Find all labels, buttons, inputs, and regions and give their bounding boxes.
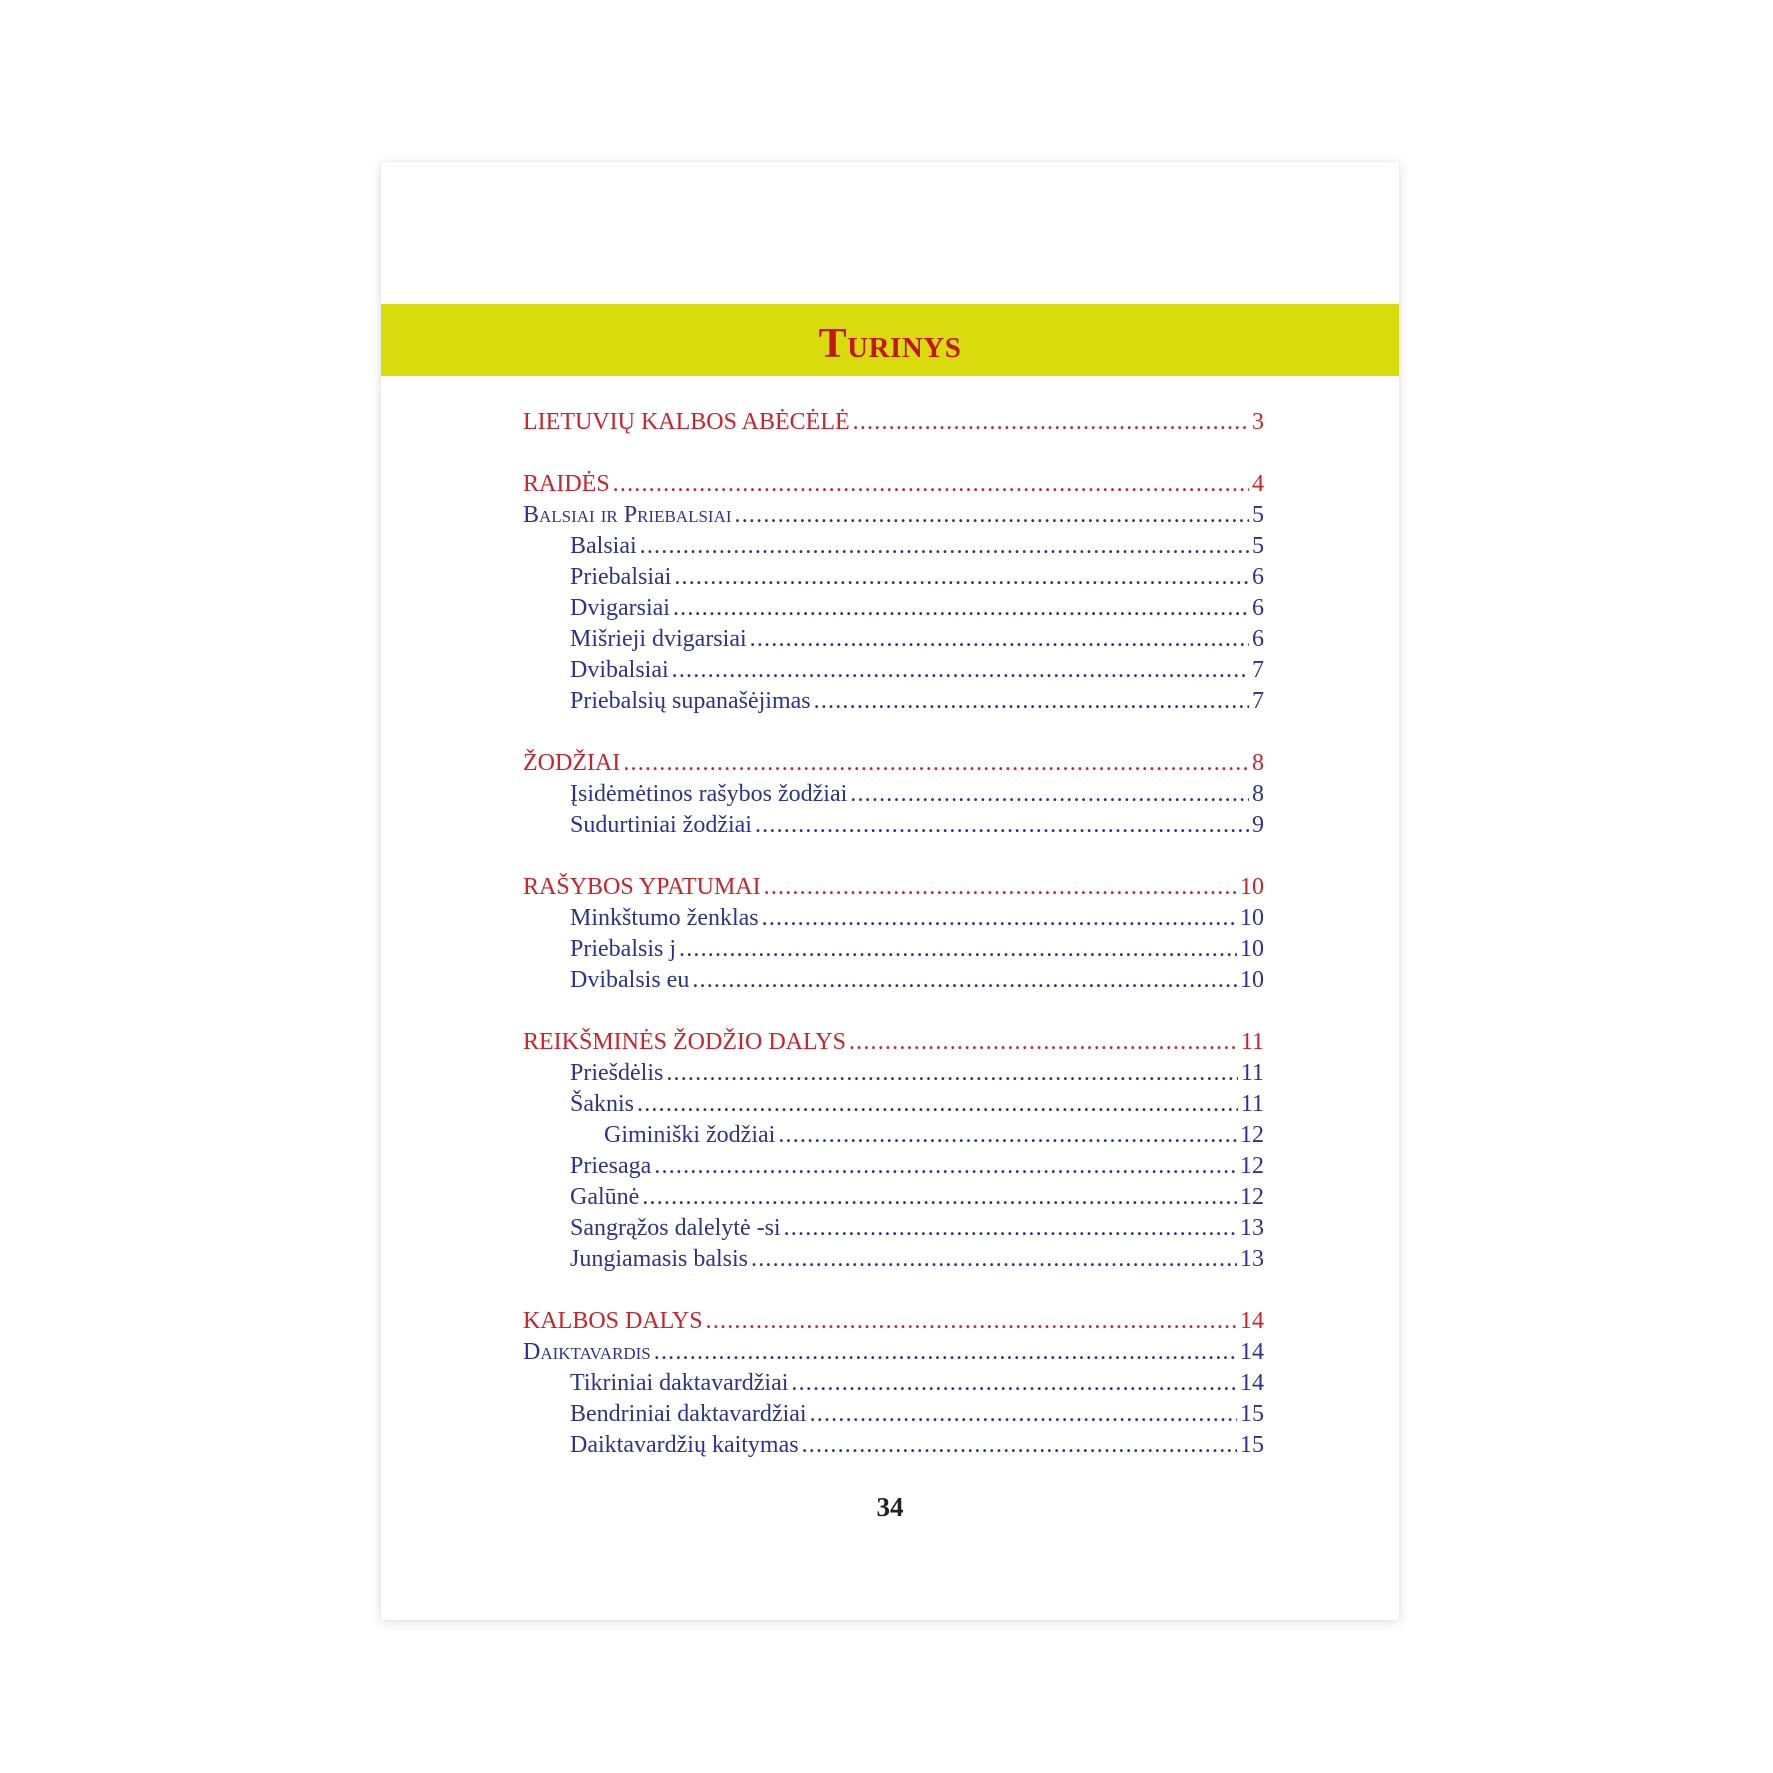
toc-entry-page-number: 11 xyxy=(1240,1029,1264,1055)
toc-entry[interactable] xyxy=(523,655,1264,686)
dot-leader xyxy=(613,469,1249,500)
page-number: 34 xyxy=(876,1492,904,1522)
toc-section-entry[interactable] xyxy=(523,872,1264,903)
toc-entry-page-number: 7 xyxy=(1252,688,1264,714)
dot-leader xyxy=(706,1306,1237,1337)
toc-entry-label: Giminiški žodžiai xyxy=(604,1122,776,1148)
toc-entry-page-number: 15 xyxy=(1240,1432,1264,1458)
toc-entry-label: Sudurtiniai žodžiai xyxy=(570,812,752,838)
toc-entry[interactable] xyxy=(523,965,1264,996)
toc-entry[interactable] xyxy=(523,500,1264,531)
toc-entry[interactable] xyxy=(523,686,1264,717)
toc-entry-label: Mišrieji dvigarsiai xyxy=(570,626,747,652)
toc-entry-page-number: 15 xyxy=(1240,1401,1264,1427)
book-page xyxy=(381,162,1399,1620)
toc-entry[interactable] xyxy=(523,531,1264,562)
toc-section-entry[interactable] xyxy=(523,748,1264,779)
dot-leader xyxy=(784,1213,1237,1244)
toc-entry-label: Priebalsis j xyxy=(570,936,676,962)
toc-entry-page-number: 6 xyxy=(1252,595,1264,621)
toc-entry-label: Priešdėlis xyxy=(570,1060,664,1086)
toc-entry-page-number: 11 xyxy=(1240,1091,1264,1117)
table-of-contents xyxy=(523,407,1264,1461)
toc-entry-label: Daiktavardis xyxy=(523,1339,651,1365)
dot-leader xyxy=(802,1430,1237,1461)
dot-leader xyxy=(640,531,1249,562)
toc-entry-page-number: 12 xyxy=(1240,1122,1264,1148)
toc-entry-page-number: 12 xyxy=(1240,1153,1264,1179)
toc-entry-page-number: 10 xyxy=(1240,967,1264,993)
toc-entry-label: Dvigarsiai xyxy=(570,595,670,621)
dot-leader xyxy=(764,872,1237,903)
dot-leader xyxy=(654,1151,1237,1182)
toc-entry[interactable] xyxy=(523,1368,1264,1399)
toc-entry-label: Jungiamasis balsis xyxy=(570,1246,748,1272)
toc-entry[interactable] xyxy=(523,624,1264,655)
toc-entry[interactable] xyxy=(523,1213,1264,1244)
dot-leader xyxy=(750,624,1249,655)
toc-entry[interactable] xyxy=(523,903,1264,934)
toc-entry-label: Priesaga xyxy=(570,1153,652,1179)
toc-entry[interactable] xyxy=(523,1337,1264,1368)
toc-entry-label: Bendriniai daktavardžiai xyxy=(570,1401,807,1427)
toc-entry-label: KALBOS DALYS xyxy=(523,1308,703,1334)
toc-entry-label: REIKŠMINĖS ŽODŽIO DALYS xyxy=(523,1029,846,1055)
toc-entry-label: Šaknis xyxy=(570,1091,635,1117)
toc-entry[interactable] xyxy=(523,779,1264,810)
dot-leader xyxy=(850,779,1249,810)
toc-entry[interactable] xyxy=(523,1058,1264,1089)
dot-leader xyxy=(778,1120,1237,1151)
toc-entry-label: Sangrąžos dalelytė -si xyxy=(570,1215,781,1241)
toc-section-entry[interactable] xyxy=(523,1306,1264,1337)
toc-entry[interactable] xyxy=(523,593,1264,624)
toc-entry-page-number: 7 xyxy=(1252,657,1264,683)
toc-section-entry[interactable] xyxy=(523,469,1264,500)
toc-entry-page-number: 12 xyxy=(1240,1184,1264,1210)
toc-entry-label: Priebalsių supanašėjimas xyxy=(570,688,811,714)
toc-entry[interactable] xyxy=(523,934,1264,965)
dot-leader xyxy=(637,1089,1238,1120)
toc-entry-page-number: 10 xyxy=(1240,874,1264,900)
toc-entry-label: Dvibalsiai xyxy=(570,657,669,683)
dot-leader xyxy=(666,1058,1238,1089)
toc-entry-label: Įsidėmėtinos rašybos žodžiai xyxy=(570,781,848,807)
dot-leader xyxy=(672,655,1249,686)
toc-entry[interactable] xyxy=(523,1244,1264,1275)
toc-entry-label: Balsiai ir Priebalsiai xyxy=(523,502,732,528)
dot-leader xyxy=(679,934,1237,965)
dot-leader xyxy=(692,965,1237,996)
toc-entry-label: Tikriniai daktavardžiai xyxy=(570,1370,789,1396)
toc-entry-page-number: 10 xyxy=(1240,905,1264,931)
toc-entry-page-number: 8 xyxy=(1252,750,1264,776)
toc-entry-label: LIETUVIŲ KALBOS ABĖCĖLĖ xyxy=(523,409,850,435)
toc-entry-label: Daiktavardžių kaitymas xyxy=(570,1432,799,1458)
toc-entry-label: Priebalsiai xyxy=(570,564,672,590)
toc-entry[interactable] xyxy=(523,1120,1264,1151)
toc-entry-page-number: 5 xyxy=(1252,502,1264,528)
toc-entry-page-number: 13 xyxy=(1240,1215,1264,1241)
toc-entry-page-number: 9 xyxy=(1252,812,1264,838)
dot-leader xyxy=(735,500,1249,531)
dot-leader xyxy=(755,810,1249,841)
dot-leader xyxy=(674,562,1249,593)
toc-entry[interactable] xyxy=(523,1430,1264,1461)
dot-leader xyxy=(762,903,1237,934)
toc-entry-label: Galūnė xyxy=(570,1184,640,1210)
dot-leader xyxy=(654,1337,1237,1368)
toc-entry[interactable] xyxy=(523,1399,1264,1430)
toc-entry[interactable] xyxy=(523,1089,1264,1120)
toc-entry-page-number: 6 xyxy=(1252,564,1264,590)
toc-entry-page-number: 3 xyxy=(1252,409,1264,435)
toc-entry-page-number: 14 xyxy=(1240,1370,1264,1396)
toc-entry-page-number: 10 xyxy=(1240,936,1264,962)
toc-section-entry[interactable] xyxy=(523,1027,1264,1058)
toc-section-entry[interactable] xyxy=(523,407,1264,438)
toc-entry[interactable] xyxy=(523,810,1264,841)
toc-entry[interactable] xyxy=(523,1151,1264,1182)
toc-entry-label: RAŠYBOS YPATUMAI xyxy=(523,874,761,900)
dot-leader xyxy=(751,1244,1237,1275)
dot-leader xyxy=(673,593,1249,624)
toc-entry[interactable] xyxy=(523,562,1264,593)
dot-leader xyxy=(849,1027,1238,1058)
toc-entry-label: RAIDĖS xyxy=(523,471,610,497)
toc-entry-page-number: 5 xyxy=(1252,533,1264,559)
dot-leader xyxy=(814,686,1249,717)
toc-entry-label: Dvibalsis eu xyxy=(570,967,690,993)
toc-entry-page-number: 14 xyxy=(1240,1308,1264,1334)
toc-entry-page-number: 6 xyxy=(1252,626,1264,652)
dot-leader xyxy=(642,1182,1237,1213)
dot-leader xyxy=(853,407,1249,438)
toc-entry-page-number: 4 xyxy=(1252,471,1264,497)
toc-entry-label: ŽODŽIAI xyxy=(523,750,621,776)
toc-entry-label: Minkštumo ženklas xyxy=(570,905,759,931)
toc-entry-page-number: 13 xyxy=(1240,1246,1264,1272)
toc-entry-page-number: 11 xyxy=(1240,1060,1264,1086)
toc-entry-label: Balsiai xyxy=(570,533,637,559)
dot-leader xyxy=(791,1368,1237,1399)
title-band xyxy=(381,304,1399,376)
toc-entry-page-number: 8 xyxy=(1252,781,1264,807)
dot-leader xyxy=(810,1399,1237,1430)
dot-leader xyxy=(623,748,1249,779)
page-title: Turinys xyxy=(818,321,962,367)
toc-entry[interactable] xyxy=(523,1182,1264,1213)
toc-entry-page-number: 14 xyxy=(1240,1339,1264,1365)
